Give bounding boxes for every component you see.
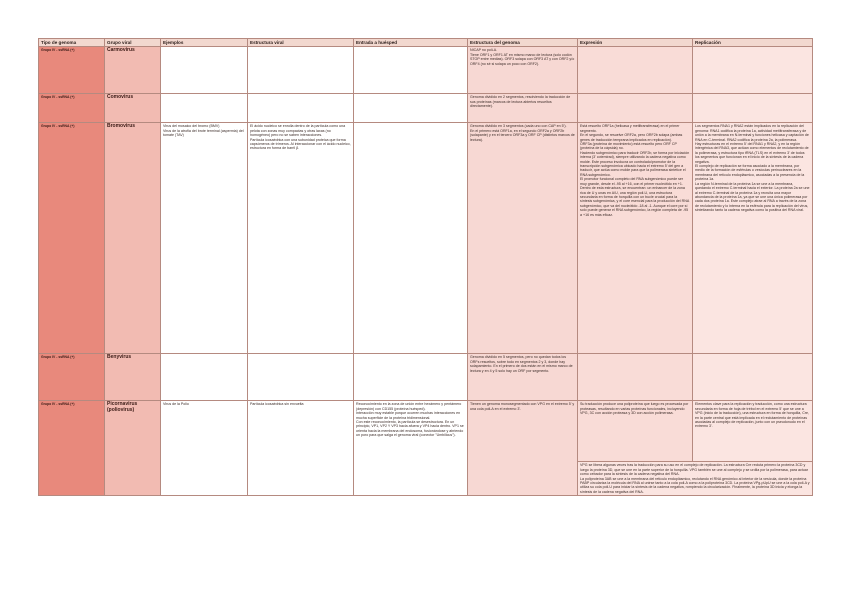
cell-tipo: Grupo IV - ssRNA (+) — [39, 94, 105, 123]
header-tipo: Tipo de genoma — [39, 39, 105, 47]
cell-grupo: Carmovirus — [105, 47, 161, 94]
cell-entrada — [354, 123, 468, 354]
cell-replicacion — [693, 354, 813, 401]
cell-replicacion: Los segmentos RNA1 y RNA2 están implicados en la replicación del genoma: RNA1 codifica la proteína 1a, actividad metiltransferasa y de unión a la membrana en N-terminal y funciones helicasa y captación de RNA en C-terminal. RNA2 codifica la proteína 2a, la polimerasa. Hay estructuras en el extremo 5' del RNA1 y RNA2, y en la región intergénica del RNA3, que actúan como elementos de reclutamiento de la polimerasa, y estructura tipo tRNA (TLS) en el extremo 3' de todos los segmentos que funcionan en el inicio de la síntesis de la cadena negativa. El complejo de replicación se forma asociado a la membrana, por medio de la formación de esférulas o vesículas perinucleares en la membrana del retículo endoplásmico, asociadas a la presencia de la proteína 1a. La región N-terminal de la proteína 1a se une a la membrana, quedando el extremo C-terminal hacia el exterior. La proteína 2a se une al extremo C-terminal de la proteína 1a y recruita una mayor abundancia de la proteína 1a, ya que se une una única polimerasa por cada dos proteína 1a. Este complejo atrae al RNA a través de la zona de reclutamiento y lo interna en la esférula para la replicación del virus, sintetizando tanto la cadena negativa como la positiva del RNA viral. — [693, 123, 813, 354]
header-expresion: Expresión — [578, 39, 693, 47]
cell-expresion — [578, 354, 693, 401]
cell-genoma: Genoma dividido en 5 segmentos, pero no quedan todos los ORFs resueltos, sobre todo en segmentos 2 y 3, donde hay solapamiento. En el primero de dos están en el mismo marco de lectura y en 4 y 5 solo hay un ORF por segmento. — [468, 354, 578, 401]
header-genoma: Estructura del genoma — [468, 39, 578, 47]
table-row — [39, 123, 813, 354]
header-row — [39, 39, 813, 47]
cell-genoma: Genoma dividido en 3 segmentos (cada uno con CAP en 5'). En el primero está ORF1a, en el segundo ORF2a y ORF2b (solapante) y en el tercero ORF3a y ORF CP (distintos marcos de lectura). — [468, 123, 578, 354]
cell-estructura — [248, 94, 354, 123]
cell-tipo: Grupo IV - ssRNA (+) — [39, 401, 105, 496]
cell-expresion: Está resuelto ORF1a (helicasa y metiltransferasa) en el primer segmento. En el segundo, se resuelve ORF2a, pero ORF2b solapa (ambas genes de traducción temprana implicados en replicación). ORF3a (proteína de movimiento) está resuelto pero ORF CP (proteína de la cápsida) no. Haciendo subgenómico para traducir ORF2b, se forma por iniciación interna (3' cotemirad), siempre utilizando la cadena negativa como molde. Este proceso involucra un controlado/promotor de la transcripción subgenómica ubicado hacia el extremo 5' del gen a traducir, que actúa como molde para que la polimerasa sintetice el RNA subgenómico. El promotor funcional completo del RNA subgenómico puede ser muy grande, desde el -95 al +16, con el primer nucleótido en +1. Dentro de esta estructura, se encuentran: un enhancer de la zona rica de U y unas en A/U, una región poli-U, una estructura secundaria en forma de horquilla con un bucle crucial para la síntesis subgenómica, y el core esencial para la producción del RNA subgenómico, que va del nucleótido -18 al -1. Aunque el core por sí solo puede generar el RNA subgenómico, la región completa de -95 a +16 es más eficaz. — [578, 123, 693, 354]
header-grupo: Grupo viral — [105, 39, 161, 47]
cell-expresion — [578, 94, 693, 123]
header-estructura: Estructura viral — [248, 39, 354, 47]
cell-expresion: Su traducción produce una poliproteína que luego es procesada por proteasas, resultando en varias proteínas funcionales, incluyendo VPG, 3C con acción proteasa y 3D con acción polimerasa. — [578, 401, 693, 462]
cell-ejemplos: Virus de la Polio — [161, 401, 248, 496]
cell-estructura: El ácido nucleico se enrolla dentro de la partícula como una pelota con zonas muy compactas y otras laxas (no homogéneo) pero no se saben interacciones. Partícula icosaédrica con una subunidad proteica que forma capsómeros de trímeros. Al interaccionar con el ácido nucleico, estructura en forma de barril β. — [248, 123, 354, 354]
cell-estructura — [248, 47, 354, 94]
table-row — [39, 354, 813, 401]
cell-replicacion — [693, 94, 813, 123]
cell-estructura: Partícula icosaédrica sin envuelta — [248, 401, 354, 496]
cell-tipo: Grupo IV - ssRNA (+) — [39, 354, 105, 401]
table-row — [39, 94, 813, 123]
table-row — [39, 401, 813, 462]
cell-entrada — [354, 94, 468, 123]
cell-expresion — [578, 47, 693, 94]
cell-grupo: Bromovirus — [105, 123, 161, 354]
cell-entrada — [354, 47, 468, 94]
table-row — [39, 47, 813, 94]
cell-grupo: Benyvirus — [105, 354, 161, 401]
cell-genoma: Tienen un genoma monosegmentado con VPG en el extremo 5' y una cola poli-A en el extremo 3'. — [468, 401, 578, 496]
cell-replicacion: Elementos clave para la replicación y traducción, como una estructura secundaria en forma de hoja de trébol en el extremo 5' que se une a VPG (inicio de la traducción), una estructura en forma de horquilla, Cre, en la parte central que está implicada en el reclutamiento de proteínas asociadas al complejo de replicación, junto con un pseudonudo en el extremo 3'. — [693, 401, 813, 462]
cell-ejemplos — [161, 354, 248, 401]
cell-entrada — [354, 354, 468, 401]
cell-estructura — [248, 354, 354, 401]
cell-genoma: Genoma dividido en 2 segmentos, resolviendo la traducción de sus proteínas (marcos de lectura abiertos resueltos directamente). — [468, 94, 578, 123]
cell-grupo: Comovirus — [105, 94, 161, 123]
cell-grupo: Picornavirus (poliovirus) — [105, 401, 161, 496]
header-ejemplos: Ejemplos — [161, 39, 248, 47]
cell-ejemplos — [161, 94, 248, 123]
document-sheet — [38, 38, 812, 496]
cell-ejemplos — [161, 47, 248, 94]
cell-tipo: Grupo IV - ssRNA (+) — [39, 47, 105, 94]
cell-ejemplos: Virus del mosaico del bromo (BMV) Virus de la atrofia del brote terminal (aspermia) del tomate (TAV) — [161, 123, 248, 354]
cell-replicacion — [693, 47, 813, 94]
virus-table — [38, 38, 813, 496]
cell-entrada: Reconocimiento en la zona de unión entre hexámero y pentámero (depresión) con CD155 (proteína huésped). Interacción muy estable porque ocurren muchas interacciones en mucha superficie de la proteína tridimensional. Con este reconocimiento, la partícula se desestructura. En un principio, VP1, VP2 Y VP3 hacia afuera y VP4 hacia dentro. VP1 se orienta hacia la membrana del endosoma, fusionándose y abriendo un poro para que salga el genoma viral (conector "Umbilicus"). — [354, 401, 468, 496]
cell-genoma: NICAP no poli-A. Tiene ORF1 y ORF1 AT en mismo marco de lectura (solo codón STOP entre medias). ORF3 solapa con ORF3 AT y con ORF2 y/o ORF4 (no sé si solapa un poco con ORF2). — [468, 47, 578, 94]
header-replicacion: Replicación — [693, 39, 813, 47]
header-entrada: Entrada a huésped — [354, 39, 468, 47]
cell-tipo: Grupo IV - ssRNA (+) — [39, 123, 105, 354]
cell-replicacion-merged: VPG se libera algunas veces tras la traducción para su uso en el complejo de replicación. La estructura Cre recluta primero la proteína 3CD y luego la proteína 3D, que se une en la parte superior de la horquilla. VPG también se une al complejo y se urdila por la polimerasa, para actuar como cebador para la síntesis de la cadena negativa del RNA. La poliproteína 3AB se une a la membrana del retículo endoplásmico, reclutando el RNA genómico al interior de la vesícula, donde la proteína PABP circulariza la molécula del RNA al unirse tanto a la cola poli-A como a la poliproteína 3CD. La proteína VPg-pUpU se une a la cola poli-A y utiliza su cola poli-U para iniciar la síntesis de la cadena negativa, rompiendo la circularización. Finalmente, la proteína 3D inicia y elonga la síntesis de la cadena negativa del RNA. — [578, 462, 813, 496]
